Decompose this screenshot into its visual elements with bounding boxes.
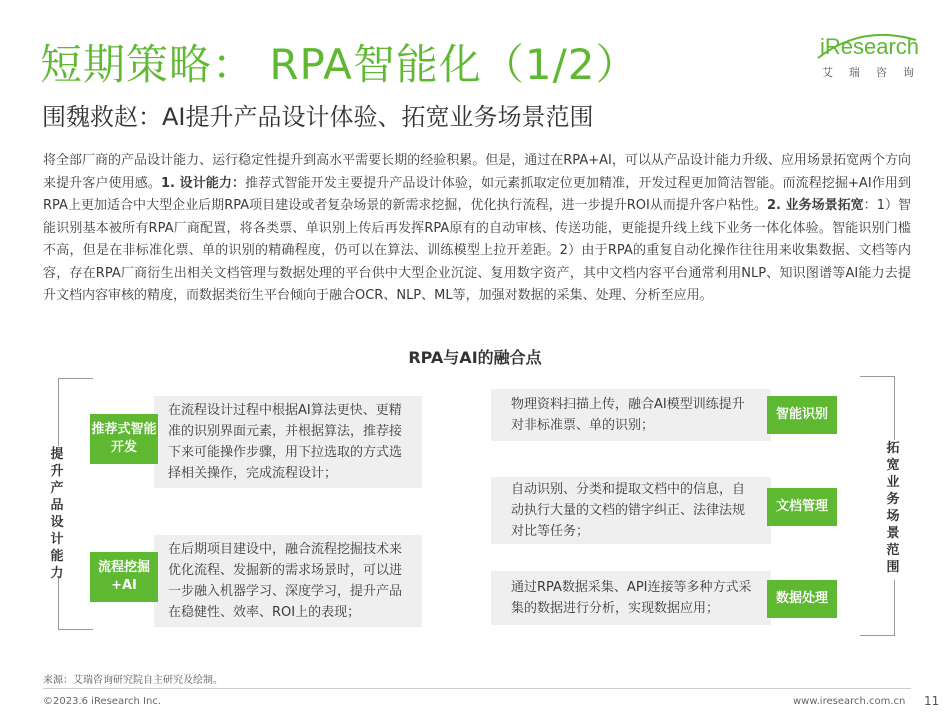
card-document-management	[491, 477, 771, 544]
tag-process-mining: 流程挖掘+AI	[90, 552, 158, 602]
tag-document-management: 文档管理	[767, 488, 837, 526]
body-paragraph	[43, 150, 911, 308]
logo-subtitle: 艾瑞咨询	[822, 66, 930, 79]
card-data-processing	[491, 571, 771, 625]
card-text: 在后期项目建设中，融合流程挖掘技术来优化流程、发掘新的需求场景时，可以进一步融入机器学习、深度学习，提升产品在稳健性、效率、ROI上的表现；	[168, 542, 403, 620]
body-heading-design: 1. 设计能力：	[160, 175, 246, 191]
card-text: 在流程设计过程中根据AI算法更快、更精准的识别界面元素，并根据算法，推荐接下来可能操作步骤，用下拉选取的方式选择相关操作，完成流程设计；	[168, 403, 403, 481]
card-text: 自动识别、分类和提取文档中的信息，自动执行大量的文档的错字纠正、法律法规对比等任务；	[511, 482, 746, 539]
card-text: 物理资料扫描上传，融合AI模型训练提升对非标准票、单的识别；	[511, 397, 745, 433]
body-heading-scenario: 2. 业务场景拓宽	[767, 198, 864, 213]
copyright: ©2023.6 iResearch Inc.	[43, 696, 161, 707]
body-text-scenario: ：1）智能识别基本被所有RPA厂商配置，将各类票、单识别上传后再发挥RPA原有的自动审核、传送功能，更能提升线上线下业务一体化体验。智能识别门槛不高，但是在非标准化票、单的识别的精确程度，仍可以在算法、训练模型上拉开差距。2）由于RPA的重复自动化操作往往用来收集数据、文档等内容，存在RPA厂商衍生出相关文档管理与数据处理的平台供中大型企业沉淀、复用数字资产，其中文档内容平台通常利用NLP、知识图谱等AI能力去提升文档内容审核的精度，而数据类衍生平台倾向于融合OCR、NLP、ML等，加强对数据的采集、处理、分析至应用。	[43, 198, 912, 303]
website-link[interactable]: www.iresearch.com.cn	[793, 696, 906, 707]
tag-data-processing: 数据处理	[767, 580, 837, 618]
diagram-title: RPA与AI的融合点	[408, 348, 542, 367]
card-recommend-dev	[154, 396, 422, 488]
logo-wordmark: iResearch	[820, 34, 920, 59]
page-number: 11	[924, 694, 940, 708]
left-bracket-label: 提升产品设计能力	[48, 446, 66, 576]
source-note: 来源：艾瑞咨询研究院自主研究及绘制。	[43, 675, 223, 686]
card-intelligent-recognition	[491, 389, 771, 441]
right-bracket-label: 拓宽业务场景范围	[884, 440, 902, 580]
page-subtitle: 围魏救赵：AI提升产品设计体验、拓宽业务场景范围	[42, 103, 594, 131]
tag-intelligent-recognition: 智能识别	[767, 396, 837, 434]
tag-recommend-dev: 推荐式智能开发	[90, 414, 158, 464]
card-process-mining	[154, 535, 422, 627]
body-text-intro: 将全部厂商的产品设计能力、运行稳定性提升到高水平需要长期的经验积累。但是，通过在RPA+AI，可以从产品设计能力升级、应用场景拓宽两个方向来提升客户使用感。	[43, 153, 911, 191]
body-text-design: 推荐式智能开发主要提升产品设计体验，如元素抓取定位更加精准，开发过程更加简洁智能。而流程挖掘+AI作用到RPA上更加适合中大型企业后期RPA项目建设或者复杂场景的新需求挖掘，优化执行流程，进一步提升ROI从而提升客户粘性。	[43, 175, 911, 213]
card-text: 通过RPA数据采集、API连接等多种方式采集的数据进行分析，实现数据应用；	[511, 580, 752, 616]
footer-divider	[43, 688, 911, 689]
page-title: 短期策略： RPA智能化（1/2）	[40, 40, 639, 89]
iresearch-logo	[812, 28, 930, 88]
